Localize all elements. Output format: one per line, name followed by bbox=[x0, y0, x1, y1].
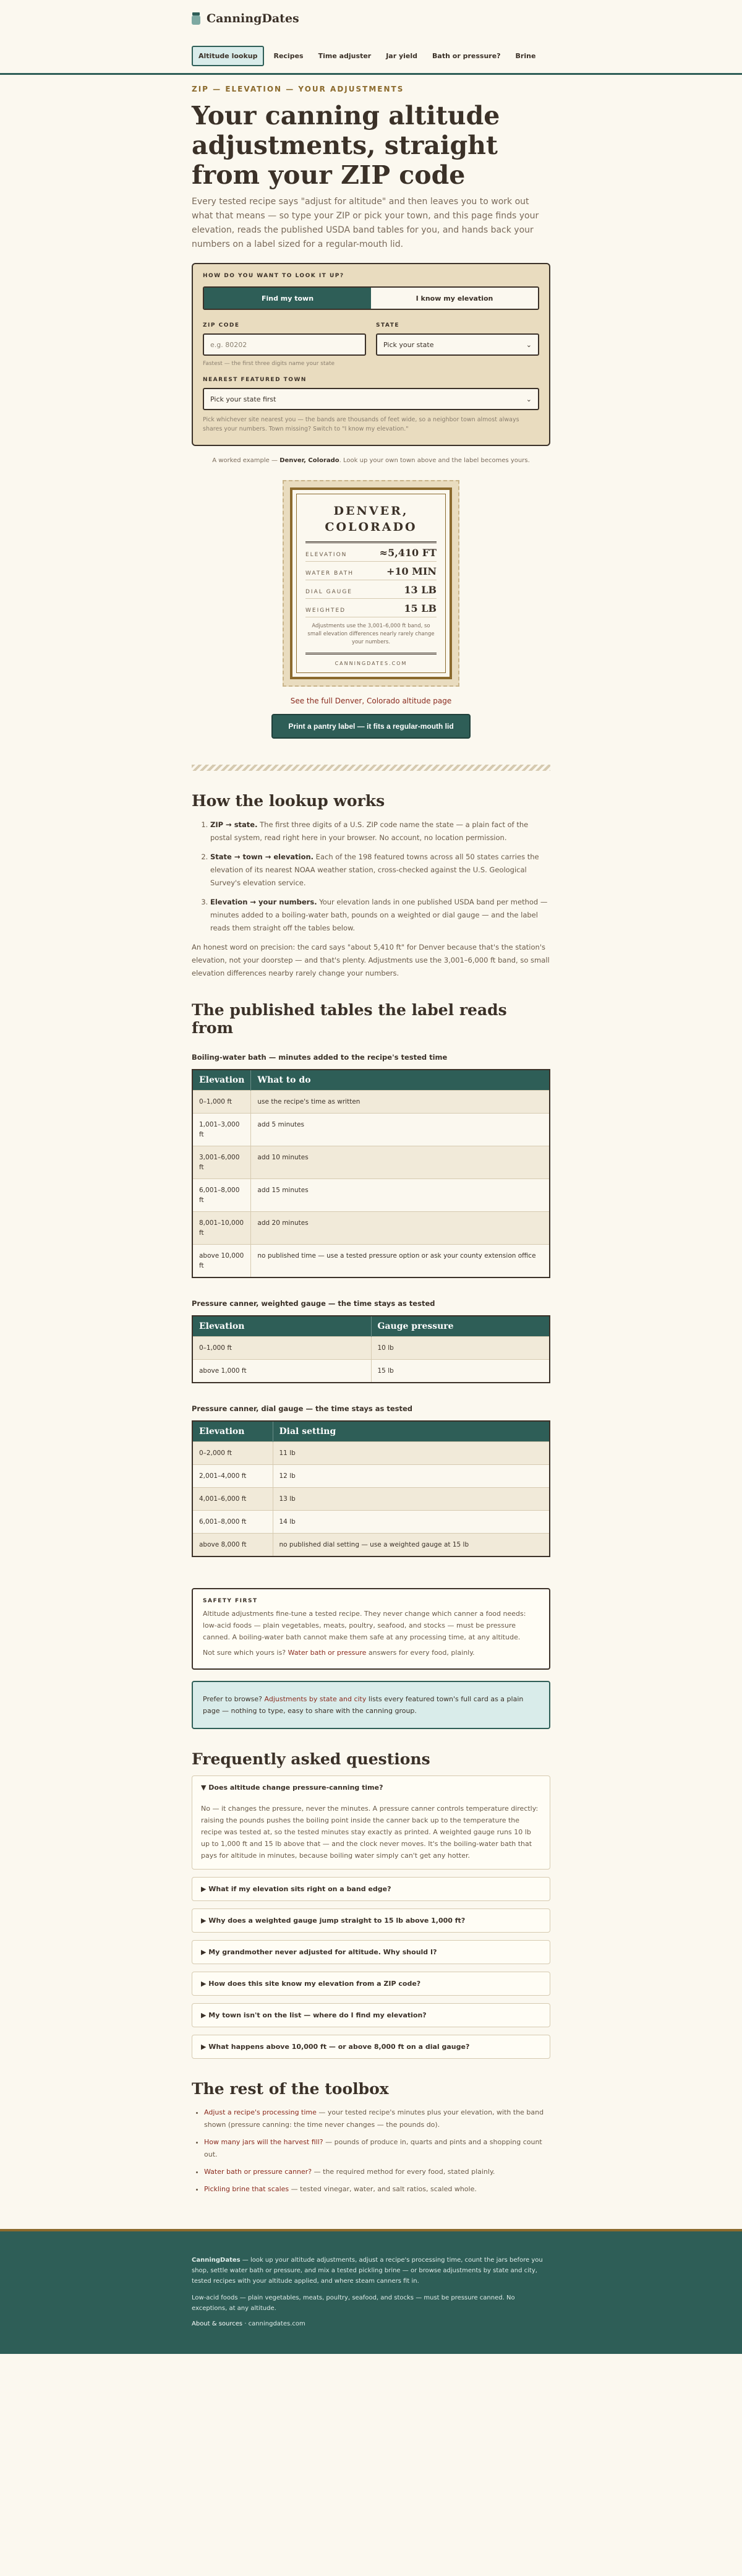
find-town-tab[interactable]: Find my town bbox=[204, 288, 371, 309]
list-item: 2. State → town → elevation. Each of the 198 featured towns across all 50 states carries the elevation of its nearest NOAA weather station, cross-checked against the U.S. Geological Survey's elevation service. bbox=[210, 851, 550, 890]
list-item: 1. ZIP → state. The first three digits of a U.S. ZIP code name the state — a plain fact of the postal system, read right here in your browser. No account, no location permission. bbox=[210, 818, 550, 844]
bath-or-pressure-link[interactable]: Water bath or pressure bbox=[288, 1649, 367, 1657]
state-select[interactable] bbox=[376, 333, 539, 356]
tables-title: The published tables the label reads from bbox=[192, 1001, 507, 1037]
print-label-button[interactable]: Print a pantry label — it fits a regular-mouth lid bbox=[271, 714, 471, 739]
table-header: Dial setting bbox=[273, 1421, 550, 1442]
dial-table-caption: Pressure canner, dial gauge — the time stays as tested bbox=[192, 1404, 413, 1413]
triangle-right-icon: ▶ bbox=[201, 1885, 209, 1893]
list-item: • Pickling brine that scales — tested vinegar, water, and salt ratios, scaled whole. bbox=[204, 2183, 550, 2196]
zip-hint: Fastest — the first three digits name your state bbox=[203, 361, 335, 367]
nav-jar-yield[interactable]: Jar yield bbox=[386, 51, 418, 60]
faq-item[interactable]: ▶ What if my elevation sits right on a band edge? bbox=[192, 1877, 550, 1901]
faq-item-open[interactable]: ▼ Does altitude change pressure-canning time? No — it changes the pressure, never the minutes. A pressure canner controls temperature directly: raising the pounds pushes the boiling point inside the canner back up to the temperature the recipe was tested at, so the tested minutes stay exactly as printed. A weighted gauge runs 10 lb up to 1,000 ft and 15 lb above that — and the clock never moves. It's the boiling-water bath that pays for altitude in minutes, because boiling water simply can't get any hotter. bbox=[192, 1775, 550, 1870]
nav-altitude-lookup[interactable]: Altitude lookup bbox=[192, 46, 264, 66]
state-select-value: Pick your state bbox=[383, 340, 434, 349]
triangle-down-icon: ▼ bbox=[201, 1784, 209, 1792]
know-elevation-tab[interactable]: I know my elevation bbox=[371, 288, 538, 309]
label-row-dial-gauge: DIAL GAUGE 13 LB bbox=[305, 580, 437, 599]
tool-link[interactable]: Water bath or pressure canner? bbox=[204, 2168, 312, 2176]
tool-link[interactable]: How many jars will the harvest fill? bbox=[204, 2138, 323, 2146]
nav-recipes[interactable]: Recipes bbox=[273, 51, 304, 60]
lookup-mode-toggle bbox=[203, 286, 539, 310]
list-item: • How many jars will the harvest fill? — pounds of produce in, quarts and pints and a shopping count out. bbox=[204, 2136, 550, 2161]
zip-input[interactable]: e.g. 80202 bbox=[203, 333, 366, 356]
table-row: 6,001–8,000 ft add 15 minutes bbox=[192, 1179, 550, 1212]
browse-states-link[interactable]: Adjustments by state and city bbox=[264, 1695, 367, 1703]
town-select[interactable] bbox=[203, 388, 539, 410]
faq-item[interactable]: ▶ How does this site know my elevation from a ZIP code? bbox=[192, 1972, 550, 1996]
triangle-right-icon: ▶ bbox=[201, 1980, 209, 1988]
faq-item[interactable]: ▶ My grandmother never adjusted for altitude. Why should I? bbox=[192, 1940, 550, 1964]
how-steps bbox=[192, 818, 550, 935]
table-header: Elevation bbox=[192, 1421, 273, 1442]
main-nav bbox=[192, 42, 550, 73]
lookup-form bbox=[192, 263, 550, 446]
table-row: 0–1,000 ft 10 lb bbox=[192, 1337, 550, 1360]
toolbox-title: The rest of the toolbox bbox=[192, 2080, 389, 2098]
state-label: STATE bbox=[376, 322, 399, 328]
label-title: DENVER, COLORADO bbox=[325, 504, 417, 534]
divider bbox=[192, 765, 550, 771]
chevron-down-icon: ⌄ bbox=[526, 340, 532, 349]
footer-meta: About & sources · canningdates.com bbox=[192, 2321, 305, 2327]
triangle-right-icon: ▶ bbox=[201, 2043, 209, 2051]
table-header: What to do bbox=[251, 1070, 550, 1091]
full-city-page-link[interactable]: See the full Denver, Colorado altitude page bbox=[290, 697, 452, 705]
table-row: above 10,000 ft no published time — use a tested pressure option or ask your county extension office bbox=[192, 1245, 550, 1278]
browse-box: Prefer to browse? Adjustments by state and city lists every featured town's full card as a plain page — nothing to type, easy to share with the canning group. bbox=[192, 1681, 550, 1729]
chevron-down-icon: ⌄ bbox=[526, 395, 532, 403]
table-row: 6,001–8,000 ft 14 lb bbox=[192, 1511, 550, 1534]
table-row: 0–1,000 ft use the recipe's time as written bbox=[192, 1091, 550, 1114]
toolbox-list bbox=[192, 2106, 550, 2196]
precision-note: An honest word on precision: the card says "about 5,410 ft" for Denver because that's the station's elevation, not your doorstep — and that's plenty. Adjustments use the 3,001–6,000 ft band, so small elevation differences nearby rarely change your numbers. bbox=[192, 943, 550, 977]
about-link[interactable]: About & sources bbox=[192, 2321, 243, 2327]
nav-bath-or-pressure[interactable]: Bath or pressure? bbox=[432, 51, 501, 60]
table-header: Gauge pressure bbox=[371, 1316, 550, 1337]
label-site: CANNINGDATES.COM bbox=[335, 661, 407, 666]
table-row: above 8,000 ft no published dial setting — use a weighted gauge at 15 lb bbox=[192, 1534, 550, 1557]
safety-title: SAFETY FIRST bbox=[203, 1598, 258, 1604]
brand[interactable] bbox=[192, 7, 550, 30]
safety-link-text: Not sure which yours is? Water bath or pressure answers for every food, plainly. bbox=[203, 1649, 475, 1657]
jar-icon bbox=[192, 12, 200, 25]
table-header: Elevation bbox=[192, 1070, 251, 1091]
list-item: • Adjust a recipe's processing time — your tested recipe's minutes plus your elevation, with the band shown (pressure canning: the time never changes — the pounds do). bbox=[204, 2106, 550, 2131]
bath-table-caption: Boiling-water bath — minutes added to the recipe's tested time bbox=[192, 1053, 448, 1062]
how-title: How the lookup works bbox=[192, 792, 385, 810]
pantry-label bbox=[283, 480, 459, 687]
list-item: • Water bath or pressure canner? — the required method for every food, stated plainly. bbox=[204, 2166, 550, 2178]
town-note: Pick whichever site nearest you — the bands are thousands of feet wide, so a neighbor town almost always shares your numbers. Town missing? Switch to "I know my elevation." bbox=[203, 416, 519, 432]
label-row-water-bath: WATER BATH +10 MIN bbox=[305, 562, 437, 580]
footer-safety: Low-acid foods — plain vegetables, meats, poultry, seafood, and stocks — must be pressure canned. No exceptions, at any altitude. bbox=[192, 2295, 515, 2312]
table-row: 8,001–10,000 ft add 20 minutes bbox=[192, 1212, 550, 1245]
nav-time-adjuster[interactable]: Time adjuster bbox=[318, 51, 372, 60]
table-row: above 1,000 ft 15 lb bbox=[192, 1360, 550, 1383]
faq-title: Frequently asked questions bbox=[192, 1750, 430, 1768]
site-header bbox=[0, 0, 742, 75]
hero-lede: Every tested recipe says "adjust for altitude" and then leaves you to work out what that means — so type your ZIP or pick your town, and this page finds your elevation, reads the published USDA band tables for you, and hands back your numbers on a label sized for a regular-mouth lid. bbox=[192, 197, 539, 249]
label-row-weighted: WEIGHTED 15 LB bbox=[305, 599, 437, 617]
label-row-elevation: ELEVATION ≈5,410 FT bbox=[305, 543, 437, 562]
form-question: HOW DO YOU WANT TO LOOK IT UP? bbox=[203, 273, 344, 279]
faq-answer: No — it changes the pressure, never the minutes. A pressure canner controls temperature directly: raising the pounds pushes the boiling point inside the canner back up to the temperature the recipe was tested at, so the tested minutes stay exactly as printed. A weighted gauge runs 10 lb up to 1,000 ft and 15 lb above that — and the clock never moves. It's the boiling-water bath that pays for altitude in minutes, because boiling water simply can't get any hotter. bbox=[201, 1805, 539, 1860]
weighted-table bbox=[192, 1315, 550, 1383]
tool-link[interactable]: Pickling brine that scales bbox=[204, 2185, 289, 2193]
triangle-right-icon: ▶ bbox=[201, 1948, 209, 1956]
footer-links: CanningDates — look up your altitude adjustments, adjust a recipe's processing time, count the jars before you shop, settle water bath or pressure, and mix a tested pickling brine — or browse adjustments by state and city, tested recipes with your altitude applied, and where steam canners fit in. bbox=[192, 2257, 543, 2285]
hero-kicker: ZIP — ELEVATION — YOUR ADJUSTMENTS bbox=[192, 85, 404, 93]
site-footer bbox=[0, 2229, 742, 2354]
faq-item[interactable]: ▶ My town isn't on the list — where do I find my elevation? bbox=[192, 2003, 550, 2027]
triangle-right-icon: ▶ bbox=[201, 1917, 209, 1925]
tool-link[interactable]: Adjust a recipe's processing time bbox=[204, 2108, 317, 2116]
table-row: 2,001–4,000 ft 12 lb bbox=[192, 1465, 550, 1488]
town-select-value: Pick your state first bbox=[210, 395, 276, 403]
faq-item[interactable]: ▶ Why does a weighted gauge jump straight to 15 lb above 1,000 ft? bbox=[192, 1908, 550, 1933]
table-row: 0–2,000 ft 11 lb bbox=[192, 1442, 550, 1465]
example-note: A worked example — Denver, Colorado. Look up your own town above and the label becomes yours. bbox=[212, 457, 530, 464]
page-title: Your canning altitude adjustments, straight from your ZIP code bbox=[192, 101, 500, 190]
zip-label: ZIP CODE bbox=[203, 322, 240, 328]
dial-table bbox=[192, 1420, 550, 1557]
faq-item[interactable]: ▶ What happens above 10,000 ft — or above 8,000 ft on a dial gauge? bbox=[192, 2035, 550, 2059]
list-item: 3. Elevation → your numbers. Your elevation lands in one published USDA band per method — minutes added to a boiling-water bath, pounds on a weighted or dial gauge — and the label reads them straight off the tables below. bbox=[210, 896, 550, 935]
safety-box bbox=[192, 1588, 550, 1670]
town-label: NEAREST FEATURED TOWN bbox=[203, 377, 307, 383]
weighted-table-caption: Pressure canner, weighted gauge — the time stays as tested bbox=[192, 1299, 435, 1308]
label-note: Adjustments use the 3,001–6,000 ft band, so small elevation differences nearly rarely change your numbers. bbox=[307, 623, 435, 645]
nav-brine[interactable]: Brine bbox=[515, 51, 536, 60]
table-row: 1,001–3,000 ft add 5 minutes bbox=[192, 1114, 550, 1146]
bath-table bbox=[192, 1069, 550, 1278]
table-row: 3,001–6,000 ft add 10 minutes bbox=[192, 1146, 550, 1179]
table-row: 4,001–6,000 ft 13 lb bbox=[192, 1488, 550, 1511]
brand-name: CanningDates bbox=[207, 12, 299, 25]
triangle-right-icon: ▶ bbox=[201, 2011, 209, 2019]
table-header: Elevation bbox=[192, 1316, 371, 1337]
safety-text: Altitude adjustments fine-tune a tested recipe. They never change which canner a food needs: low-acid foods — plain vegetables, meats, poultry, seafood, and stocks — must be pressure canned. A boiling-water bath cannot make them safe at any processing time, at any altitude. bbox=[203, 1610, 526, 1641]
